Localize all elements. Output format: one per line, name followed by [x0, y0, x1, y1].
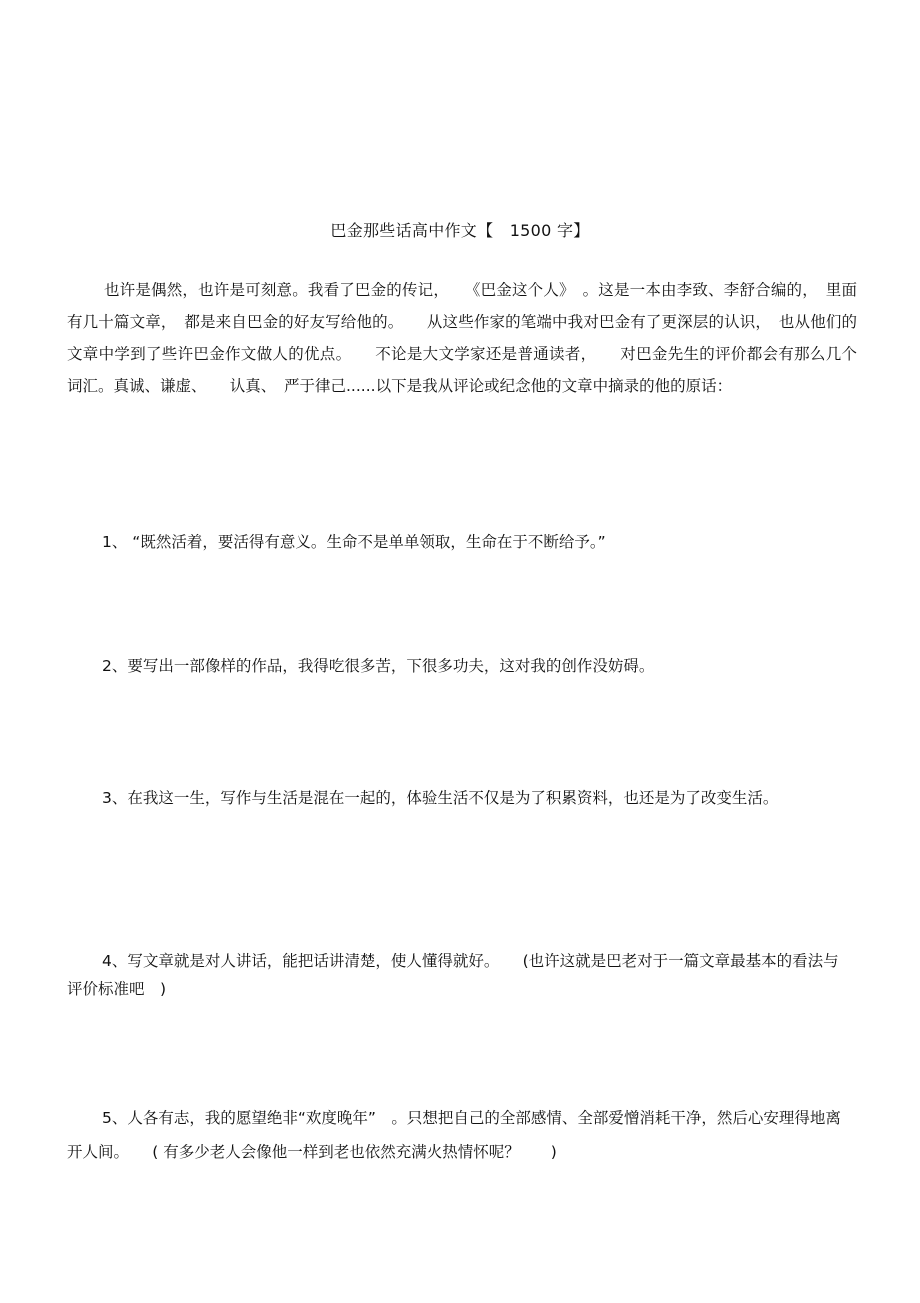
quote-item-2 [67, 652, 842, 680]
quote-text: 1、 “既然活着，要活得有意义。生命不是单单领取，生命在于不断给予。” [102, 533, 606, 551]
quote-item-1 [67, 528, 842, 556]
quote-item-4 [67, 947, 842, 1003]
quote-text: 4、写文章就是对人讲话，能把话讲清楚，使人懂得就好。 [102, 952, 492, 970]
document-title: 巴金那些话高中作文【 1500 字】 [330, 221, 590, 240]
quote-item-5 [67, 1101, 842, 1169]
quote-note: (也许这就是巴老对于一篇文章最基本的看法与评价标准吧 ) [67, 952, 839, 998]
quote-text: 2、要写出一部像样的作品，我得吃很多苦，下很多功夫，这对我的创作没妨碍。 [102, 657, 655, 675]
quote-text: 5、人各有志，我的愿望绝非“欢度晚年” 。只想把自己的全部感情、全部爱憎消耗干净，然后心安理得地离开人间。 [67, 1109, 841, 1161]
quote-item-3 [67, 784, 842, 812]
quote-text: 3、在我这一生，写作与生活是混在一起的，体验生活不仅是为了积累资料，也还是为了改变生活。 [102, 789, 779, 807]
intro-paragraph: 也许是偶然，也许是可刻意。我看了巴金的传记， 《巴金这个人》 。这是一本由李致、李舒合编的， 里面有几十篇文章， 都是来自巴金的好友写给他的。 从这些作家的笔端中我对巴金有了更深层的认识， 也从他们的文章中学到了些许巴金作文做人的优点。 不论是大文学家还是普通读者， 对巴金先生的评价都会有那么几个词汇。真诚、谦虚、 认真、 严于律己......以下是我从评论或纪念他的文章中摘录的他的原话： [67, 281, 857, 395]
quote-note: ( 有多少老人会像他一样到老也依然充满火热情怀呢？ ) [121, 1143, 557, 1161]
